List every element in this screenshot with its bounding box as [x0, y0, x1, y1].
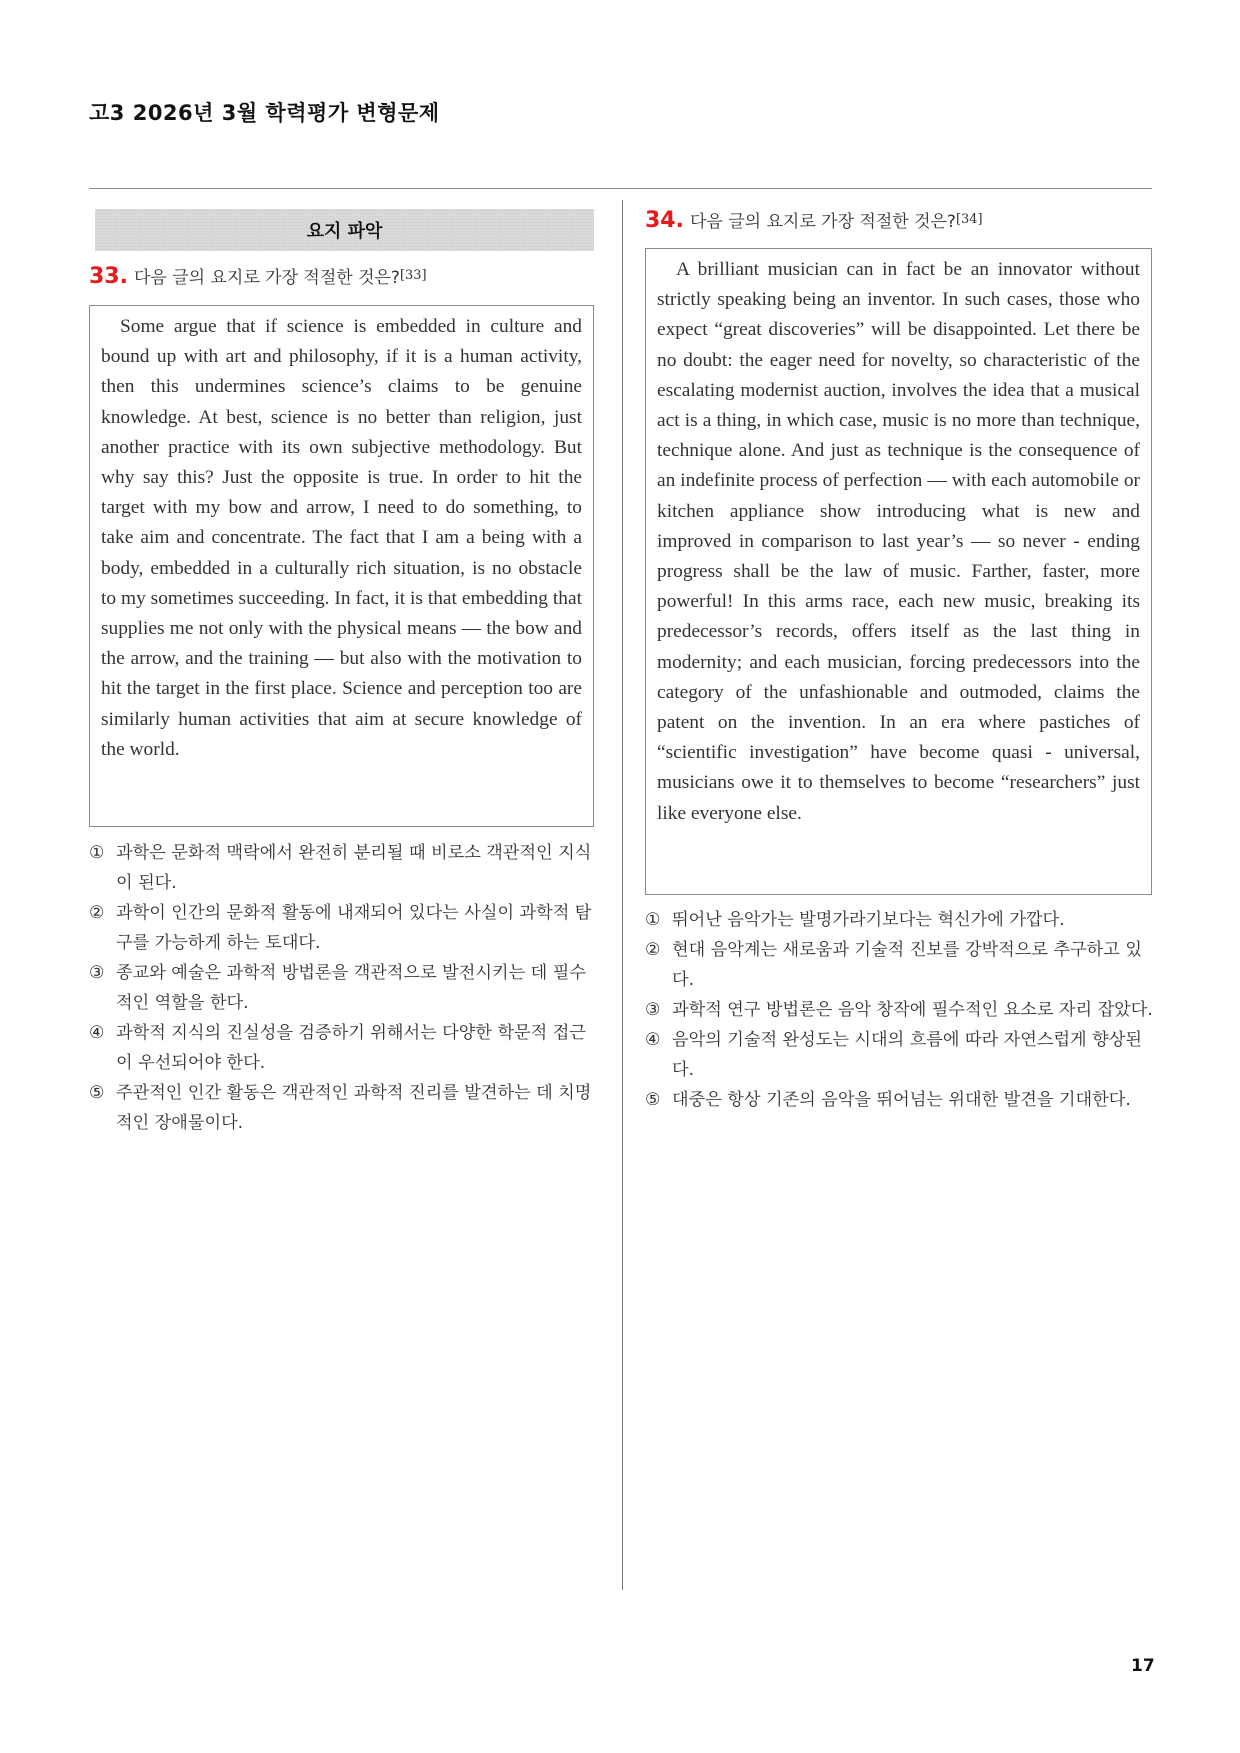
question-number: 33. [89, 264, 128, 289]
option-text: 주관적인 인간 활동은 객관적인 과학적 진리를 발견하는 데 치명적인 장애물이다. [116, 1083, 592, 1133]
question-ref: [34] [955, 212, 983, 227]
question-33-passage-box [89, 305, 594, 827]
option-marker: ③ [89, 963, 105, 983]
answer-option-3[interactable] [89, 958, 594, 1018]
option-text: 대중은 항상 기존의 음악을 뛰어넘는 위대한 발견을 기대한다. [672, 1090, 1131, 1110]
option-text: 뛰어난 음악가는 발명가라기보다는 혁신가에 가깝다. [672, 910, 1065, 930]
answer-option-1[interactable] [89, 838, 594, 898]
option-marker: ② [645, 940, 661, 960]
page-title: 고3 2026년 3월 학력평가 변형문제 [89, 101, 440, 125]
option-marker: ① [89, 843, 105, 863]
section-heading: 요지 파악 [306, 221, 383, 242]
column-divider [622, 200, 623, 1590]
question-33-options [89, 838, 594, 1138]
passage-text: A brilliant musician can in fact be an innovator without strictly speaking being an inventor. In such cases, those who expect “great discoveries” will be disappointed. Let there be no doubt: the eager need for novelty, so characteristic of the escalating modernist auction, involves the idea that a musical act is a thing, in which case, music is no more than technique, technique alone. And just as technique is the consequence of an indefinite process of perfection — with each automobile or kitchen appliance show introducing what is new and improved in comparison to last year’s — so never - ending progress shall be the law of music. Farther, faster, more powerful! In this arms race, each new music, breaking its predecessor’s records, offers itself as the last thing in modernity; and each musician, forcing predecessors into the category of the unfashionable and outmoded, claims the patent on the invention. In an era where pastiches of “scientific investigation” have become quasi - universal, musicians owe it to themselves to become “researchers” just like everyone else. [657, 259, 1140, 824]
option-marker: ⑤ [89, 1083, 105, 1103]
section-heading-bar [95, 209, 594, 251]
option-marker: ② [89, 903, 105, 923]
option-text: 과학적 지식의 진실성을 검증하기 위해서는 다양한 학문적 접근이 우선되어야 한다. [116, 1023, 586, 1073]
question-34-passage-box [645, 248, 1152, 895]
answer-option-2[interactable] [645, 935, 1155, 995]
answer-option-5[interactable] [645, 1085, 1155, 1115]
answer-option-1[interactable] [645, 905, 1155, 935]
option-text: 음악의 기술적 완성도는 시대의 흐름에 따라 자연스럽게 향상된다. [672, 1030, 1142, 1080]
option-marker: ① [645, 910, 661, 930]
option-marker: ⑤ [645, 1090, 661, 1110]
option-marker: ④ [89, 1023, 105, 1043]
page-number: 17 [1131, 1656, 1155, 1676]
option-marker: ③ [645, 1000, 661, 1020]
answer-option-4[interactable] [89, 1018, 594, 1078]
option-text: 과학적 연구 방법론은 음악 창작에 필수적인 요소로 자리 잡았다. [672, 1000, 1153, 1020]
question-ref: [33] [399, 268, 427, 283]
option-marker: ④ [645, 1030, 661, 1050]
option-text: 현대 음악계는 새로움과 기술적 진보를 강박적으로 추구하고 있다. [672, 940, 1142, 990]
answer-option-5[interactable] [89, 1078, 594, 1138]
question-prompt: 다음 글의 요지로 가장 적절한 것은? [133, 268, 400, 288]
question-number: 34. [645, 208, 684, 233]
option-text: 과학이 인간의 문화적 활동에 내재되어 있다는 사실이 과학적 탐구를 가능하게 하는 토대다. [116, 903, 592, 953]
header-divider [89, 188, 1152, 189]
question-33-title [89, 263, 427, 289]
answer-option-3[interactable] [645, 995, 1155, 1025]
question-prompt: 다음 글의 요지로 가장 적절한 것은? [689, 212, 956, 232]
answer-option-4[interactable] [645, 1025, 1155, 1085]
answer-option-2[interactable] [89, 898, 594, 958]
question-34-title [645, 207, 983, 233]
passage-text: Some argue that if science is embedded in culture and bound up with art and philosophy, if it is a human activity, then this undermines science’s claims to be genuine knowledge. At best, science is no better than religion, just another practice with its own subjective methodology. But why say this? Just the opposite is true. In order to hit the target with my bow and arrow, I need to do something, to take aim and concentrate. The fact that I am a being with a body, embedded in a culturally rich situation, is no obstacle to my sometimes succeeding. In fact, it is that embedding that supplies me not only with the physical means — the bow and the arrow, and the training — but also with the motivation to hit the target in the first place. Science and perception too are similarly human activities that aim at secure knowledge of the world. [101, 316, 582, 760]
question-34-options [645, 905, 1155, 1115]
option-text: 과학은 문화적 맥락에서 완전히 분리될 때 비로소 객관적인 지식이 된다. [116, 843, 592, 893]
option-text: 종교와 예술은 과학적 방법론을 객관적으로 발전시키는 데 필수적인 역할을 한다. [116, 963, 586, 1013]
